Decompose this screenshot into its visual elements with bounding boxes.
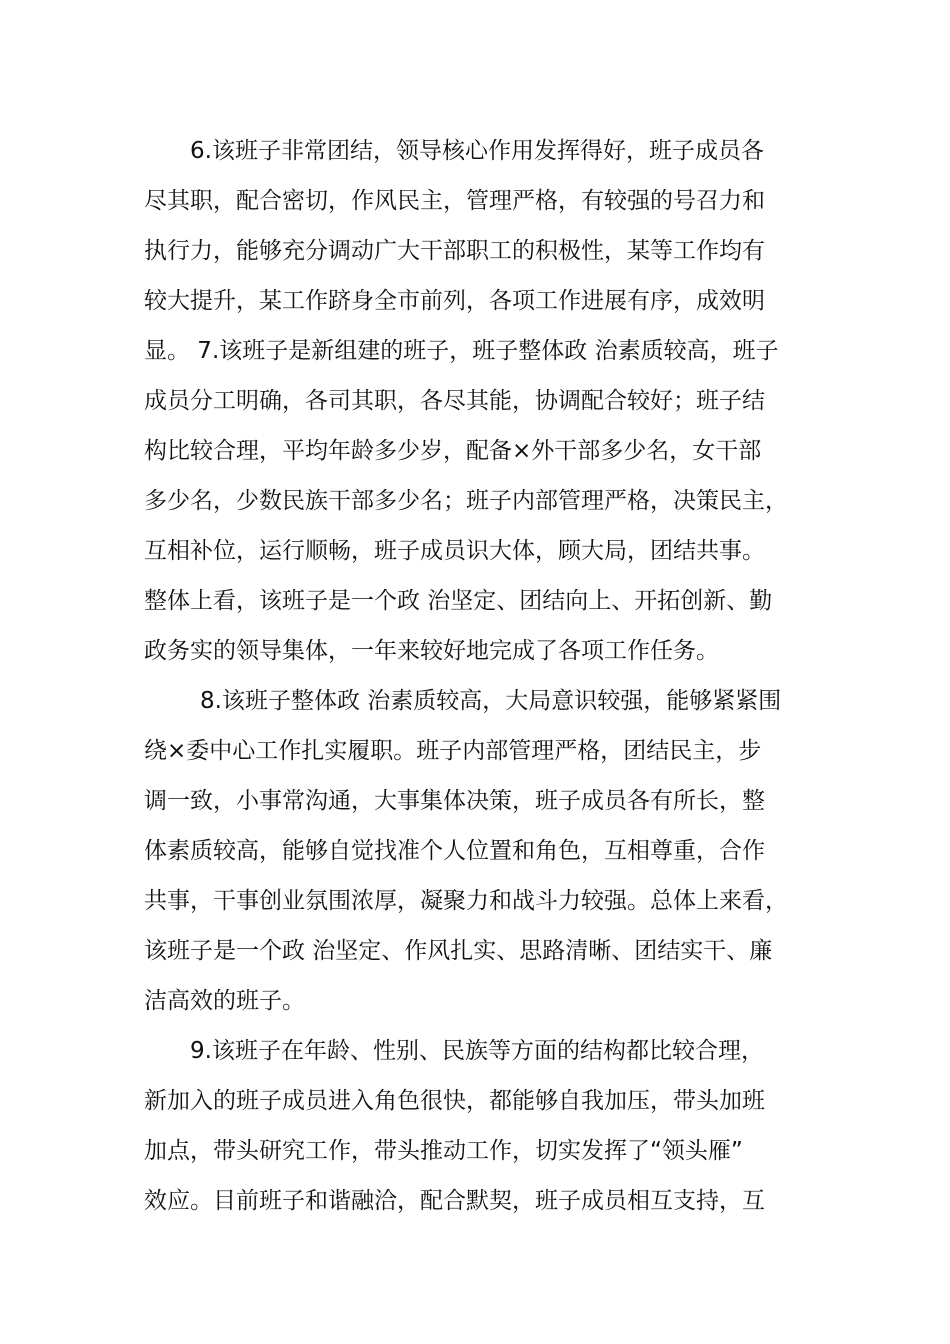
text-line: 整体上看，该班子是一个政 治坚定、团结向上、开拓创新、勤 bbox=[144, 588, 773, 614]
text-line: 成员分工明确，各司其职，各尽其能，协调配合较好；班子结 bbox=[144, 388, 765, 414]
text-line: 政务实的领导集体，一年来较好地完成了各项工作任务。 bbox=[144, 638, 719, 664]
text-line: 洁高效的班子。 bbox=[144, 988, 305, 1014]
text-line: 较大提升，某工作跻身全市前列，各项工作进展有序，成效明 bbox=[144, 288, 765, 314]
text-line: 体素质较高，能够自觉找准个人位置和角色，互相尊重，合作 bbox=[144, 838, 765, 864]
text-line: 8.该班子整体政 治素质较高，大局意识较强，能够紧紧围 bbox=[200, 688, 782, 714]
text-line: 执行力，能够充分调动广大干部职工的积极性，某等工作均有 bbox=[144, 238, 765, 264]
text-line: 加点，带头研究工作，带头推动工作，切实发挥了“领头雁” bbox=[144, 1138, 743, 1164]
text-line: 6.该班子非常团结，领导核心作用发挥得好，班子成员各 bbox=[190, 138, 764, 164]
text-line: 9.该班子在年龄、性别、民族等方面的结构都比较合理， bbox=[190, 1038, 764, 1064]
text-line: 新加入的班子成员进入角色很快，都能够自我加压，带头加班 bbox=[144, 1088, 765, 1114]
text-line: 绕×委中心工作扎实履职。班子内部管理严格，团结民主，步 bbox=[144, 738, 762, 764]
text-line: 互相补位，运行顺畅，班子成员识大体，顾大局，团结共事。 bbox=[144, 538, 765, 564]
text-line: 效应。目前班子和谐融洽，配合默契，班子成员相互支持，互 bbox=[144, 1188, 765, 1214]
text-line: 尽其职，配合密切，作风民主，管理严格，有较强的号召力和 bbox=[144, 188, 765, 214]
text-line: 构比较合理，平均年龄多少岁，配备×外干部多少名，女干部 bbox=[144, 438, 762, 464]
text-line: 共事，干事创业氛围浓厚，凝聚力和战斗力较强。总体上来看， bbox=[144, 888, 788, 914]
text-line: 多少名，少数民族干部多少名；班子内部管理严格，决策民主， bbox=[144, 488, 788, 514]
text-line: 该班子是一个政 治坚定、作风扎实、思路清晰、团结实干、廉 bbox=[144, 938, 773, 964]
text-line: 显。 7.该班子是新组建的班子，班子整体政 治素质较高，班子 bbox=[144, 338, 779, 364]
text-line: 调一致，小事常沟通，大事集体决策，班子成员各有所长，整 bbox=[144, 788, 765, 814]
